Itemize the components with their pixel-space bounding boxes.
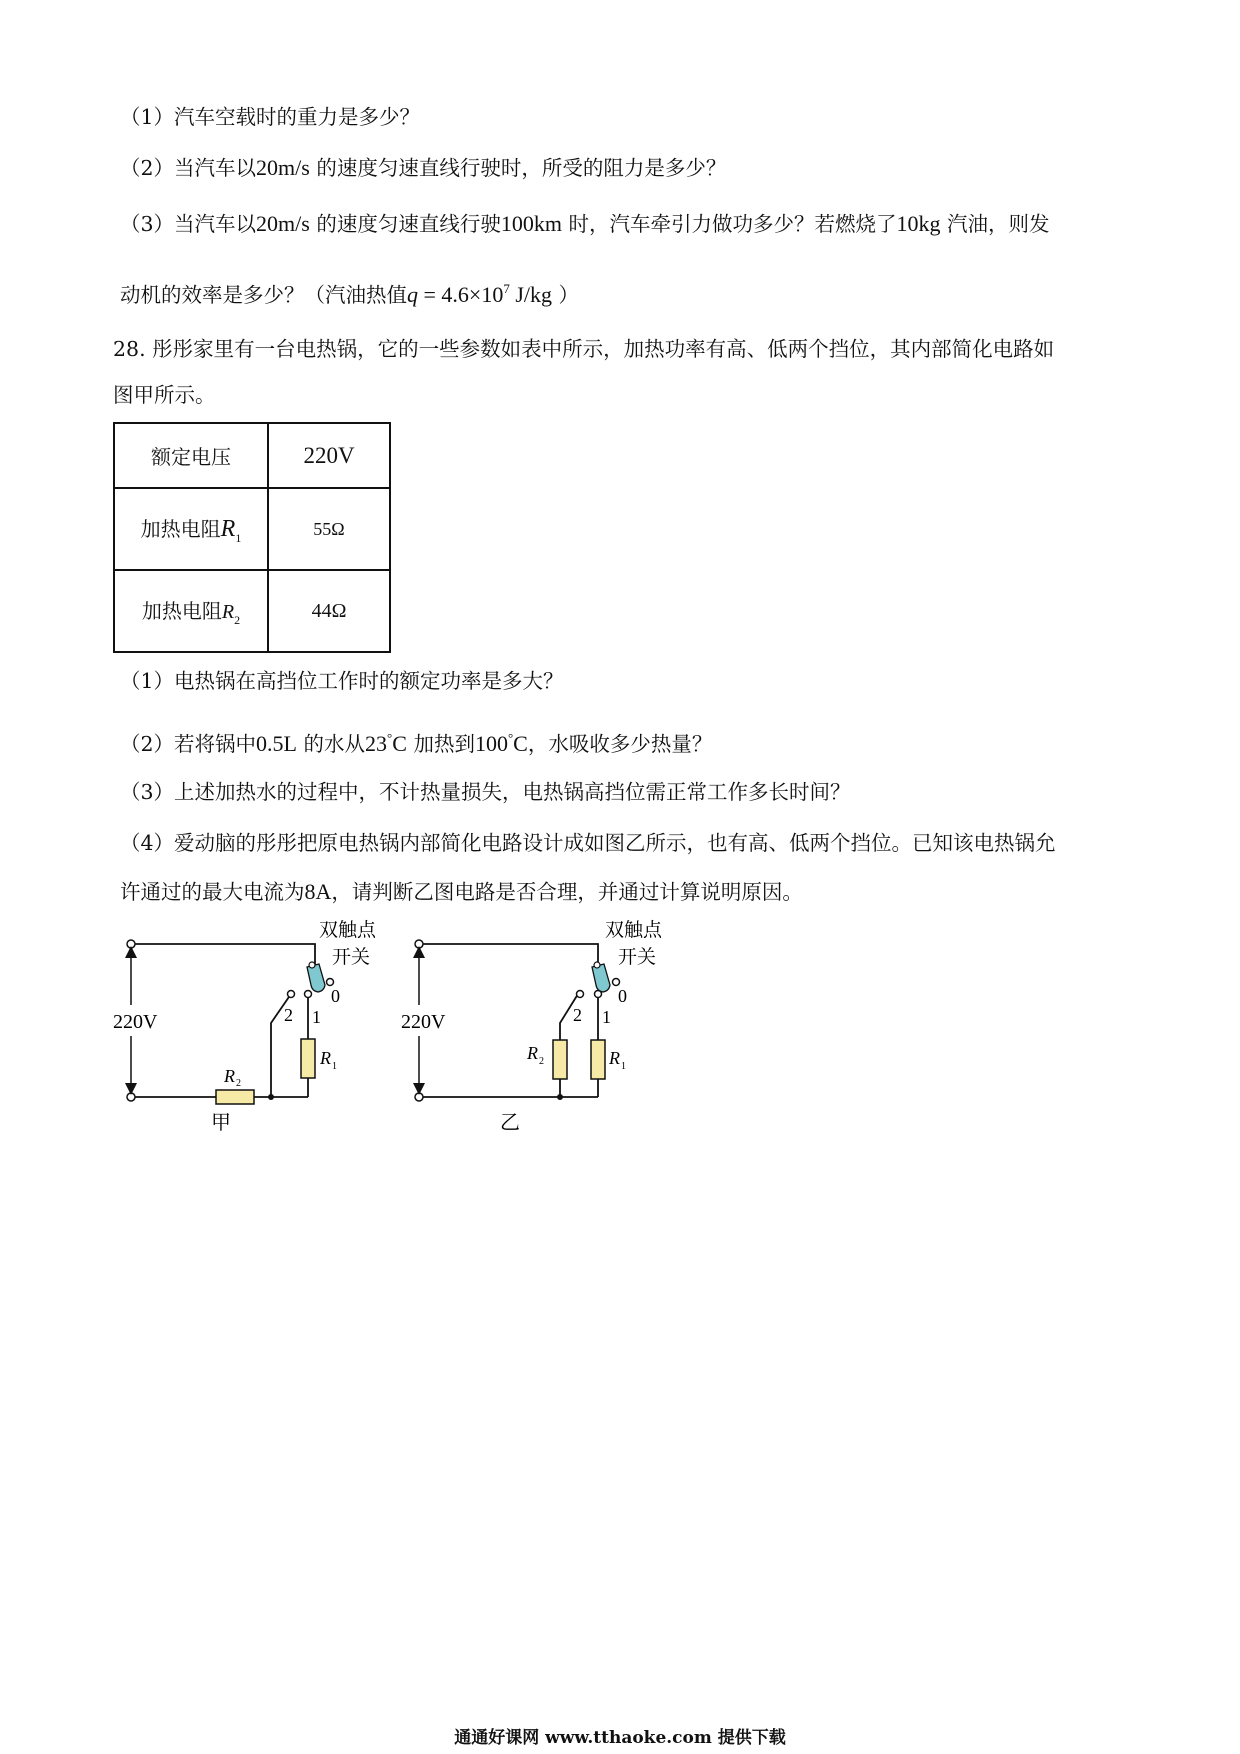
r2-symbol: R xyxy=(221,600,235,623)
q28-degree-sign-2: ° xyxy=(507,730,514,745)
r1-sub-jia: 1 xyxy=(332,1061,337,1072)
switch-blade-yi xyxy=(592,964,610,992)
junction-dot xyxy=(268,1094,274,1100)
voltage-label-yi: 220V xyxy=(401,1011,446,1033)
q28-part2-text-i: ，水吸收多少热量？ xyxy=(527,732,713,756)
contact-0-jia xyxy=(327,979,334,986)
contact-2-yi xyxy=(577,991,584,998)
r2-label-text: 加热电阻 xyxy=(141,598,222,623)
q27-part3-text-c: 的速度匀速直线行驶 xyxy=(309,212,501,236)
table-cell-rated-voltage-value: 220V xyxy=(268,423,390,488)
table-cell-r1-value: 55Ω xyxy=(268,488,390,570)
junction-dot xyxy=(557,1094,563,1100)
q27-part1: （1）汽车空载时的重力是多少？ xyxy=(120,105,421,129)
q28-water-volume: 0.5L xyxy=(256,731,297,756)
q27-heat-value: = 4.6×10 xyxy=(418,282,504,307)
r1-sub-yi: 1 xyxy=(621,1061,626,1072)
r1-label-text: 加热电阻 xyxy=(140,516,221,541)
q27-part3-distance: 100km xyxy=(500,211,562,236)
r1-subscript: 1 xyxy=(235,530,242,545)
circuit-yi xyxy=(401,919,663,1134)
r2-sub-jia: 2 xyxy=(236,1078,241,1089)
resistor-r1-yi xyxy=(591,1040,605,1079)
contact-1-label-yi: 1 xyxy=(602,1007,611,1027)
table-cell-rated-voltage-label: 额定电压 xyxy=(114,423,268,488)
switch-label-line1-yi: 双触点 xyxy=(605,919,663,941)
terminal-top xyxy=(127,940,135,948)
q27-part3-mass: 10kg xyxy=(896,211,941,236)
terminal-top xyxy=(415,940,423,948)
switch-label-line1-jia: 双触点 xyxy=(319,919,377,941)
q28-max-current: 8A xyxy=(304,879,332,904)
r1-symbol: R xyxy=(220,515,236,542)
r2-symbol-yi: R xyxy=(527,1043,538,1063)
q27-part2-text-a: （2）当汽车以 xyxy=(120,156,257,180)
q27-part3-speed: 20m/s xyxy=(256,211,310,236)
contact-1-jia xyxy=(305,991,312,998)
caption-yi: 乙 xyxy=(500,1110,520,1134)
q28-part2-text-a: （2）若将锅中 xyxy=(120,732,257,756)
contact-2-label-jia: 2 xyxy=(284,1005,293,1025)
contact-0-label-jia: 0 xyxy=(331,986,340,1006)
r1-symbol-yi: R xyxy=(609,1048,620,1068)
page-footer: 通通好课网 www.tthaoke.com 提供下载 xyxy=(454,1728,786,1748)
q27-part3-text-g: 汽油，则发 xyxy=(940,212,1050,236)
table-cell-r2-value: 44Ω xyxy=(268,570,390,652)
contact-0-yi xyxy=(613,979,620,986)
q27-heat-value-symbol: q xyxy=(407,282,418,307)
circuit-jia xyxy=(113,919,377,1134)
terminal-bottom xyxy=(415,1093,423,1101)
q28-initial-temp: 23 xyxy=(365,731,388,756)
q27-part2-speed: 20m/s xyxy=(256,155,310,180)
contact-0-label-yi: 0 xyxy=(618,986,627,1006)
resistor-r1-jia xyxy=(301,1039,315,1078)
q27-heat-value-unit: J/kg xyxy=(509,282,553,307)
voltage-label-jia: 220V xyxy=(113,1011,158,1033)
q28-intro-line1: 28. 彤彤家里有一台电热锅，它的一些参数如表中所示，加热功率有高、低两个挡位，其内部简化电路如 xyxy=(113,337,1055,361)
contact-2-label-yi: 2 xyxy=(573,1005,582,1025)
q28-celsius-2: C xyxy=(513,731,528,756)
q27-part3-text-end: ） xyxy=(552,283,580,307)
terminal-bottom xyxy=(127,1093,135,1101)
caption-jia: 甲 xyxy=(211,1110,231,1134)
switch-blade-jia xyxy=(307,964,325,992)
q28-part2-text-c: 的水从 xyxy=(297,732,366,756)
r1-symbol-jia: R xyxy=(320,1048,331,1068)
q27-part2-text-c: 的速度匀速直线行驶时，所受的阻力是多少？ xyxy=(309,156,727,180)
q28-part1: （1）电热锅在高挡位工作时的额定功率是多大？ xyxy=(120,669,564,693)
q28-part2-text-f: 加热到 xyxy=(406,732,475,756)
q28-part3: （3）上述加热水的过程中，不计热量损失，电热锅高挡位需正常工作多长时间？ xyxy=(120,780,851,804)
q27-part3-text-h: 动机的效率是多少？（汽油热值 xyxy=(120,283,407,307)
switch-label-line2-jia: 开关 xyxy=(332,946,371,968)
q28-intro-line2: 图甲所示。 xyxy=(113,383,216,407)
r2-sub-yi: 2 xyxy=(539,1056,544,1067)
contact-1-label-jia: 1 xyxy=(312,1007,321,1027)
q27-part3-text-a: （3）当汽车以 xyxy=(120,212,257,236)
q27-heat-value-exponent: 7 xyxy=(503,281,510,296)
q28-final-temp: 100 xyxy=(474,731,508,756)
switch-label-line2-yi: 开关 xyxy=(618,946,657,968)
r2-symbol-jia: R xyxy=(224,1066,235,1086)
contact-2-jia xyxy=(288,991,295,998)
resistor-r2-yi xyxy=(553,1040,567,1079)
q28-degree-sign: ° xyxy=(387,730,393,745)
q28-celsius: C xyxy=(392,731,407,756)
q28-part4-line1: （4）爱动脑的彤彤把原电热锅内部简化电路设计成如图乙所示，也有高、低两个挡位。已知该电热锅允 xyxy=(120,831,1056,855)
r2-subscript: 2 xyxy=(234,612,241,627)
q27-part3-text-e: 时，汽车牵引力做功多少？若燃烧了 xyxy=(562,212,897,236)
resistor-r2-jia xyxy=(216,1090,254,1104)
q28-part4-text-d: ，请判断乙图电路是否合理，并通过计算说明原因。 xyxy=(331,880,803,904)
q28-part4-text-b: 许通过的最大电流为 xyxy=(120,880,305,904)
